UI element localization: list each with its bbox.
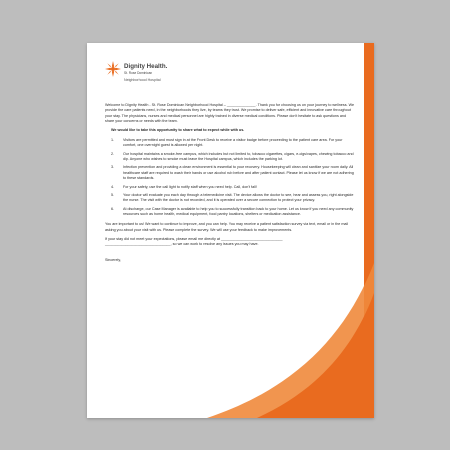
list-item: 3. Infection prevention and providing a clean environment is essential to your recovery. Housekeeping will clean and sanitize your room daily. All healthcare staff are required to wash their hands or use alcohol rub before and after patient contact. Please let us know if we are not adhering to these standards. — [111, 165, 354, 181]
policy-list — [105, 138, 355, 218]
signoff: Sincerely, — [105, 257, 121, 262]
list-item: 1. Visitors are permitted and must sign in at the Front Desk to receive a visitor badge before proceeding to the patient care area. For your comfort, one overnight guest is allowed per night. — [111, 137, 343, 148]
expectations-line-2: ________________________________, so we can work to resolve any issues you may have. — [105, 242, 259, 247]
expectations-intro: We would like to take this opportunity to share what to expect while with us. — [111, 128, 245, 133]
brand-subtitle: St. Rose Dominican — [124, 71, 153, 75]
list-item: 2. Our hospital maintains a smoke-free campus, which includes but not limited to, tobacco cigarettes, cigars, e-cigs/vapes, chewing tobacco and dip. Anyone who wishes to smoke must leave the Hospital campus, which includes the parking lot. — [111, 151, 354, 161]
dignity-health-star-icon — [105, 61, 121, 77]
welcome-paragraph: Welcome to Dignity Health - St. Rose Dominican Neighborhood Hospital – ______________. Thank you for choosing us on your journey to wellness. We provide the care patients need, in the neighborhoods they live, by teams they trust. We promise to deliver safe, efficient and innovative care throughout your stay. The physicians, nurses and medical personnel are highly trained in diverse medical conditions. Please don't hesitate to ask questions and share your concerns or needs with the team. — [105, 103, 355, 123]
hospital-name: Neighborhood Hospital — [124, 78, 161, 82]
brand-name: Dignity Health. — [124, 63, 168, 70]
list-item: 5. Your doctor will evaluate you each day through a telemedicine visit. The device allows the doctor to see, hear and assess you, right alongside the nurse. The visit with the doctor is not recorded, and it is operated over a secure connection to protect your privacy. — [111, 192, 354, 203]
list-item: 6. At discharge, our Case Manager is available to help you to successfully transition back to your home. Let us know if you need any community resources such as home health, medical equipment, food pantry locations, shelters or medication assistance. — [111, 206, 354, 217]
letterhead — [105, 61, 245, 103]
letter-body — [105, 103, 355, 267]
letter-page — [87, 43, 374, 418]
feedback-paragraph: You are important to us! We want to continue to improve, and you can help. You may receive a patient satisfaction survey via text, email or in the mail asking you about your visit with us. Please complete the survey. We will use your feedback to make improvements. — [105, 222, 349, 232]
list-item: 4. For your safety, use the call light to notify staff when you need help. Call, don't fall! — [111, 184, 257, 189]
expectations-line-1: If your stay did not meet your expectations, please email me directly at ______________________________ — [105, 237, 283, 242]
